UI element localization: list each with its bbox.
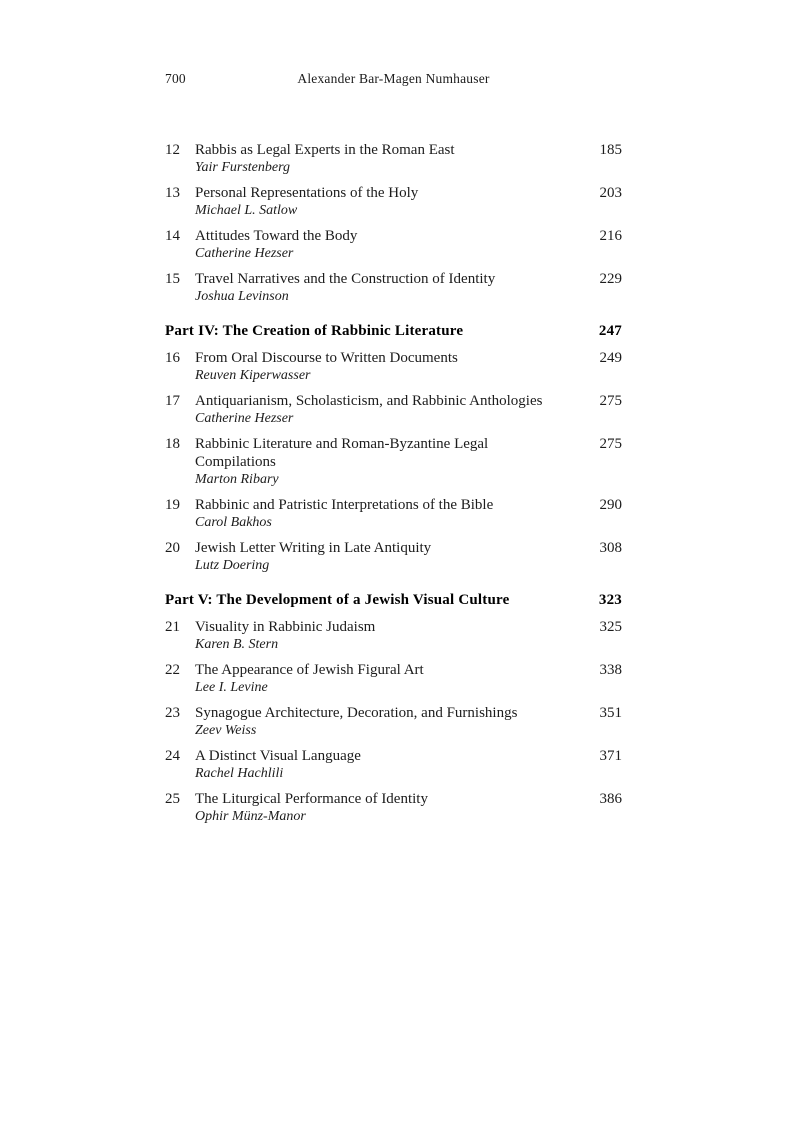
running-head-title: Alexander Bar-Magen Numhauser (297, 71, 490, 86)
chapter-title: Personal Representations of the Holy (195, 185, 419, 201)
chapter-author: Lutz Doering (195, 558, 270, 573)
chapter-title: A Distinct Visual Language (195, 748, 361, 764)
part-page-number: 247 (598, 323, 622, 339)
chapter-page-number: 229 (599, 271, 622, 287)
chapter-number: 18 (165, 436, 180, 452)
chapter-page-number: 338 (599, 662, 622, 678)
toc-entry (165, 496, 622, 532)
chapter-number: 22 (165, 662, 180, 678)
chapter-number: 25 (165, 791, 180, 807)
chapter-author: Lee I. Levine (195, 680, 268, 695)
part-page-number: 323 (598, 592, 622, 608)
chapter-number: 21 (165, 619, 180, 635)
part-title: Part V: The Development of a Jewish Visual Culture (165, 592, 510, 608)
chapter-title: The Appearance of Jewish Figural Art (195, 662, 424, 678)
toc-entry (165, 539, 622, 575)
toc-entry (165, 618, 622, 654)
chapter-author: Zeev Weiss (195, 723, 257, 738)
chapter-title: Rabbinic and Patristic Interpretations of the Bible (195, 497, 494, 513)
toc-entry (165, 661, 622, 697)
toc-entry (165, 349, 622, 385)
chapter-title: Rabbis as Legal Experts in the Roman East (195, 142, 455, 158)
part-title: Part IV: The Creation of Rabbinic Literature (165, 323, 464, 339)
chapter-page-number: 203 (599, 185, 622, 201)
chapter-author: Marton Ribary (195, 472, 279, 487)
chapter-number: 24 (165, 748, 180, 764)
toc-part-heading (165, 322, 622, 340)
folio-page-number: 700 (165, 71, 186, 86)
chapter-page-number: 275 (599, 393, 622, 409)
chapter-page-number: 308 (599, 540, 622, 556)
running-head (165, 70, 622, 87)
chapter-title: The Liturgical Performance of Identity (195, 791, 428, 807)
chapter-title: Travel Narratives and the Construction of Identity (195, 271, 496, 287)
chapter-number: 23 (165, 705, 180, 721)
chapter-title: Visuality in Rabbinic Judaism (195, 619, 376, 635)
chapter-number: 17 (165, 393, 180, 409)
chapter-number: 20 (165, 540, 180, 556)
chapter-author: Carol Bakhos (195, 515, 272, 530)
chapter-page-number: 325 (599, 619, 622, 635)
chapter-page-number: 386 (599, 791, 622, 807)
chapter-page-number: 216 (599, 228, 622, 244)
toc-entry (165, 790, 622, 826)
toc-entry (165, 747, 622, 783)
chapter-number: 12 (165, 142, 180, 158)
chapter-page-number: 351 (599, 705, 622, 721)
toc-entry (165, 184, 622, 220)
chapter-number: 15 (165, 271, 180, 287)
chapter-title: From Oral Discourse to Written Documents (195, 350, 458, 366)
chapter-author: Ophir Münz-Manor (195, 809, 306, 824)
chapter-number: 14 (165, 228, 180, 244)
toc-entry (165, 270, 622, 306)
chapter-page-number: 275 (599, 436, 622, 452)
chapter-author: Michael L. Satlow (195, 203, 298, 218)
chapter-title: Attitudes Toward the Body (195, 228, 358, 244)
toc-entry (165, 141, 622, 177)
chapter-title: Rabbinic Literature and Roman-Byzantine Legal Compilations (195, 436, 489, 470)
toc-entry (165, 435, 622, 489)
table-of-contents (165, 141, 622, 833)
chapter-title: Synagogue Architecture, Decoration, and Furnishings (195, 705, 518, 721)
toc-entry (165, 392, 622, 428)
chapter-author: Karen B. Stern (195, 637, 279, 652)
toc-entry (165, 227, 622, 263)
toc-part-heading (165, 591, 622, 609)
chapter-number: 19 (165, 497, 180, 513)
chapter-title: Antiquarianism, Scholasticism, and Rabbinic Anthologies (195, 393, 543, 409)
chapter-title: Jewish Letter Writing in Late Antiquity (195, 540, 432, 556)
chapter-number: 16 (165, 350, 180, 366)
chapter-page-number: 185 (599, 142, 622, 158)
chapter-author: Joshua Levinson (195, 289, 289, 304)
chapter-author: Yair Furstenberg (195, 160, 291, 175)
chapter-page-number: 249 (599, 350, 622, 366)
chapter-page-number: 290 (599, 497, 622, 513)
chapter-author: Reuven Kiperwasser (195, 368, 311, 383)
toc-entry (165, 704, 622, 740)
chapter-number: 13 (165, 185, 180, 201)
chapter-author: Catherine Hezser (195, 246, 294, 261)
chapter-page-number: 371 (599, 748, 622, 764)
chapter-author: Catherine Hezser (195, 411, 294, 426)
chapter-author: Rachel Hachlili (195, 766, 284, 781)
